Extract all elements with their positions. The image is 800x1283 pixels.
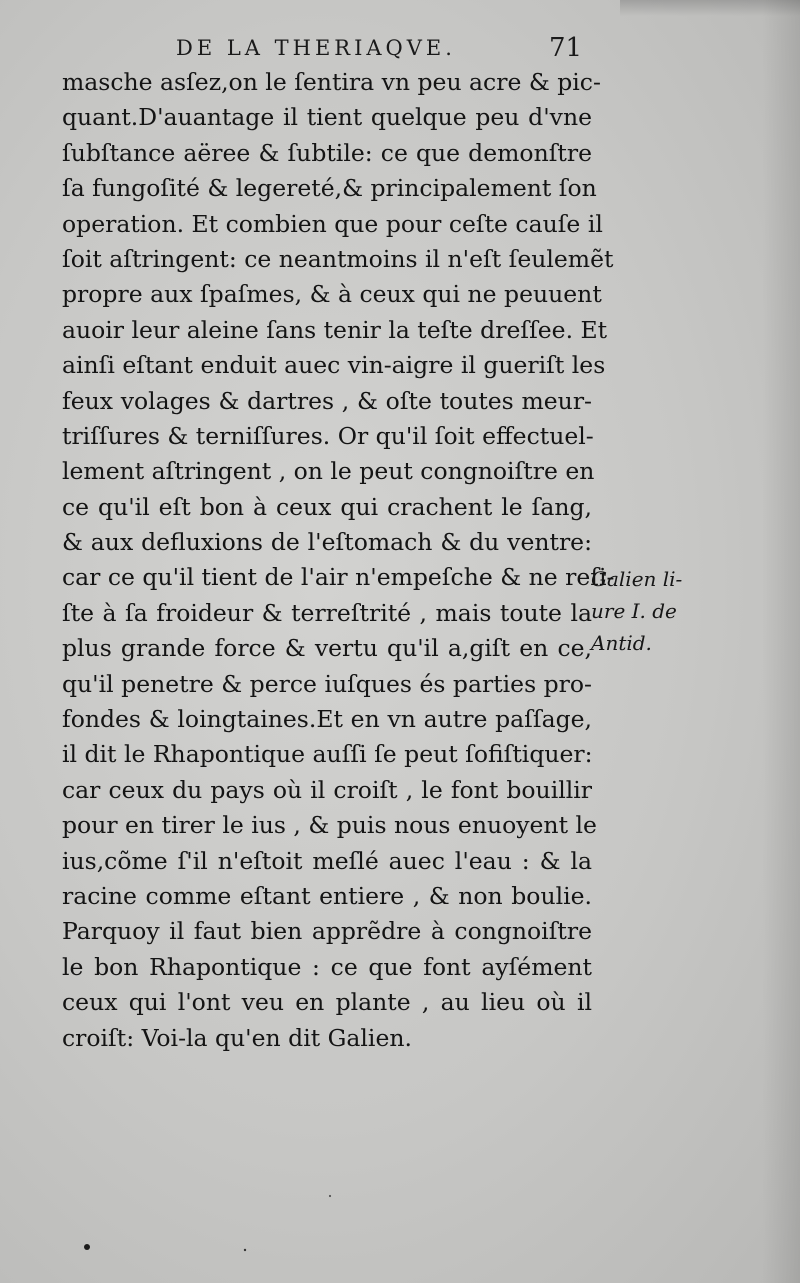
text-line: ce qu'il eſt bon à ceux qui crachent le ſang, xyxy=(62,492,592,521)
text-line: lement aſtringent , on le peut congnoiſtre en xyxy=(62,457,595,486)
text-line: fondes & loingtaines.Et en vn autre paſſage, xyxy=(62,705,592,734)
running-head: DE LA THERIAQVE. xyxy=(176,36,456,60)
text-line: ſa fungoſité & legereté,& principalement ſon xyxy=(62,174,597,203)
text-line: ſoit aſtringent: ce neantmoins il n'eſt ſeulemẽt xyxy=(62,244,614,273)
text-line: Parquoy il faut bien apprẽdre à congnoiſtre xyxy=(62,917,592,946)
text-line: car ce qu'il tient de l'air n'empeſche & ne reſi- xyxy=(62,563,615,592)
text-line: ainſi eſtant enduit auec vin-aigre il gueriſt les xyxy=(62,351,606,380)
text-line: qu'il penetre & perce iuſques és parties pro- xyxy=(62,669,592,698)
text-line: & aux defluxions de l'eſtomach & du ventre: xyxy=(62,528,592,557)
text-line: il dit le Rhapontique auſſi ſe peut ſofiſtiquer: xyxy=(62,740,593,769)
text-line: ſte à ſa froideur & terreſtrité , mais toute la xyxy=(62,598,592,627)
text-line: masche asſez,on le ſentira vn peu acre & pic- xyxy=(62,68,601,96)
text-line: croiſt: Voi-la qu'en dit Galien. xyxy=(62,1023,412,1052)
text-line: ius,cõme ſ'il n'eſtoit meſlé auec l'eau : & la xyxy=(62,846,592,875)
text-line: le bon Rhapontique : ce que font ayſément xyxy=(62,952,592,981)
text-line: auoir leur aleine ſans tenir la teſte dreſſee. Et xyxy=(62,315,608,344)
text-line: racine comme eſtant entiere , & non boulie. xyxy=(62,881,592,910)
text-line: quant.D'auantage il tient quelque peu d'vne xyxy=(62,103,592,132)
text-line: plus grande force & vertu qu'il a,giſt en ce, xyxy=(62,634,592,663)
text-line: operation. Et combien que pour ceſte cauſe il xyxy=(62,209,603,238)
text-line: car ceux du pays où il croiſt , le font bouillir xyxy=(62,775,592,804)
text-line: ſubſtance aëree & ſubtile: ce que demonſtre xyxy=(62,138,592,167)
text-line: pour en tirer le ius , & puis nous enuoyent le xyxy=(62,811,597,840)
marginal-note-line: Galien li- xyxy=(591,567,683,591)
marginal-note-line: ure I. de xyxy=(591,599,677,623)
text-line: triſſures & terniſſures. Or qu'il ſoit effectuel- xyxy=(62,421,594,450)
text-line: feux volages & dartres , & oſte toutes meur- xyxy=(62,386,592,415)
text-line: ceux qui l'ont veu en plante , au lieu où il xyxy=(62,988,592,1017)
text-line: propre aux ſpaſmes, & à ceux qui ne peuuent xyxy=(62,280,602,309)
page-number: 71 xyxy=(549,33,583,63)
marginal-note-line: Antid. xyxy=(591,631,652,655)
